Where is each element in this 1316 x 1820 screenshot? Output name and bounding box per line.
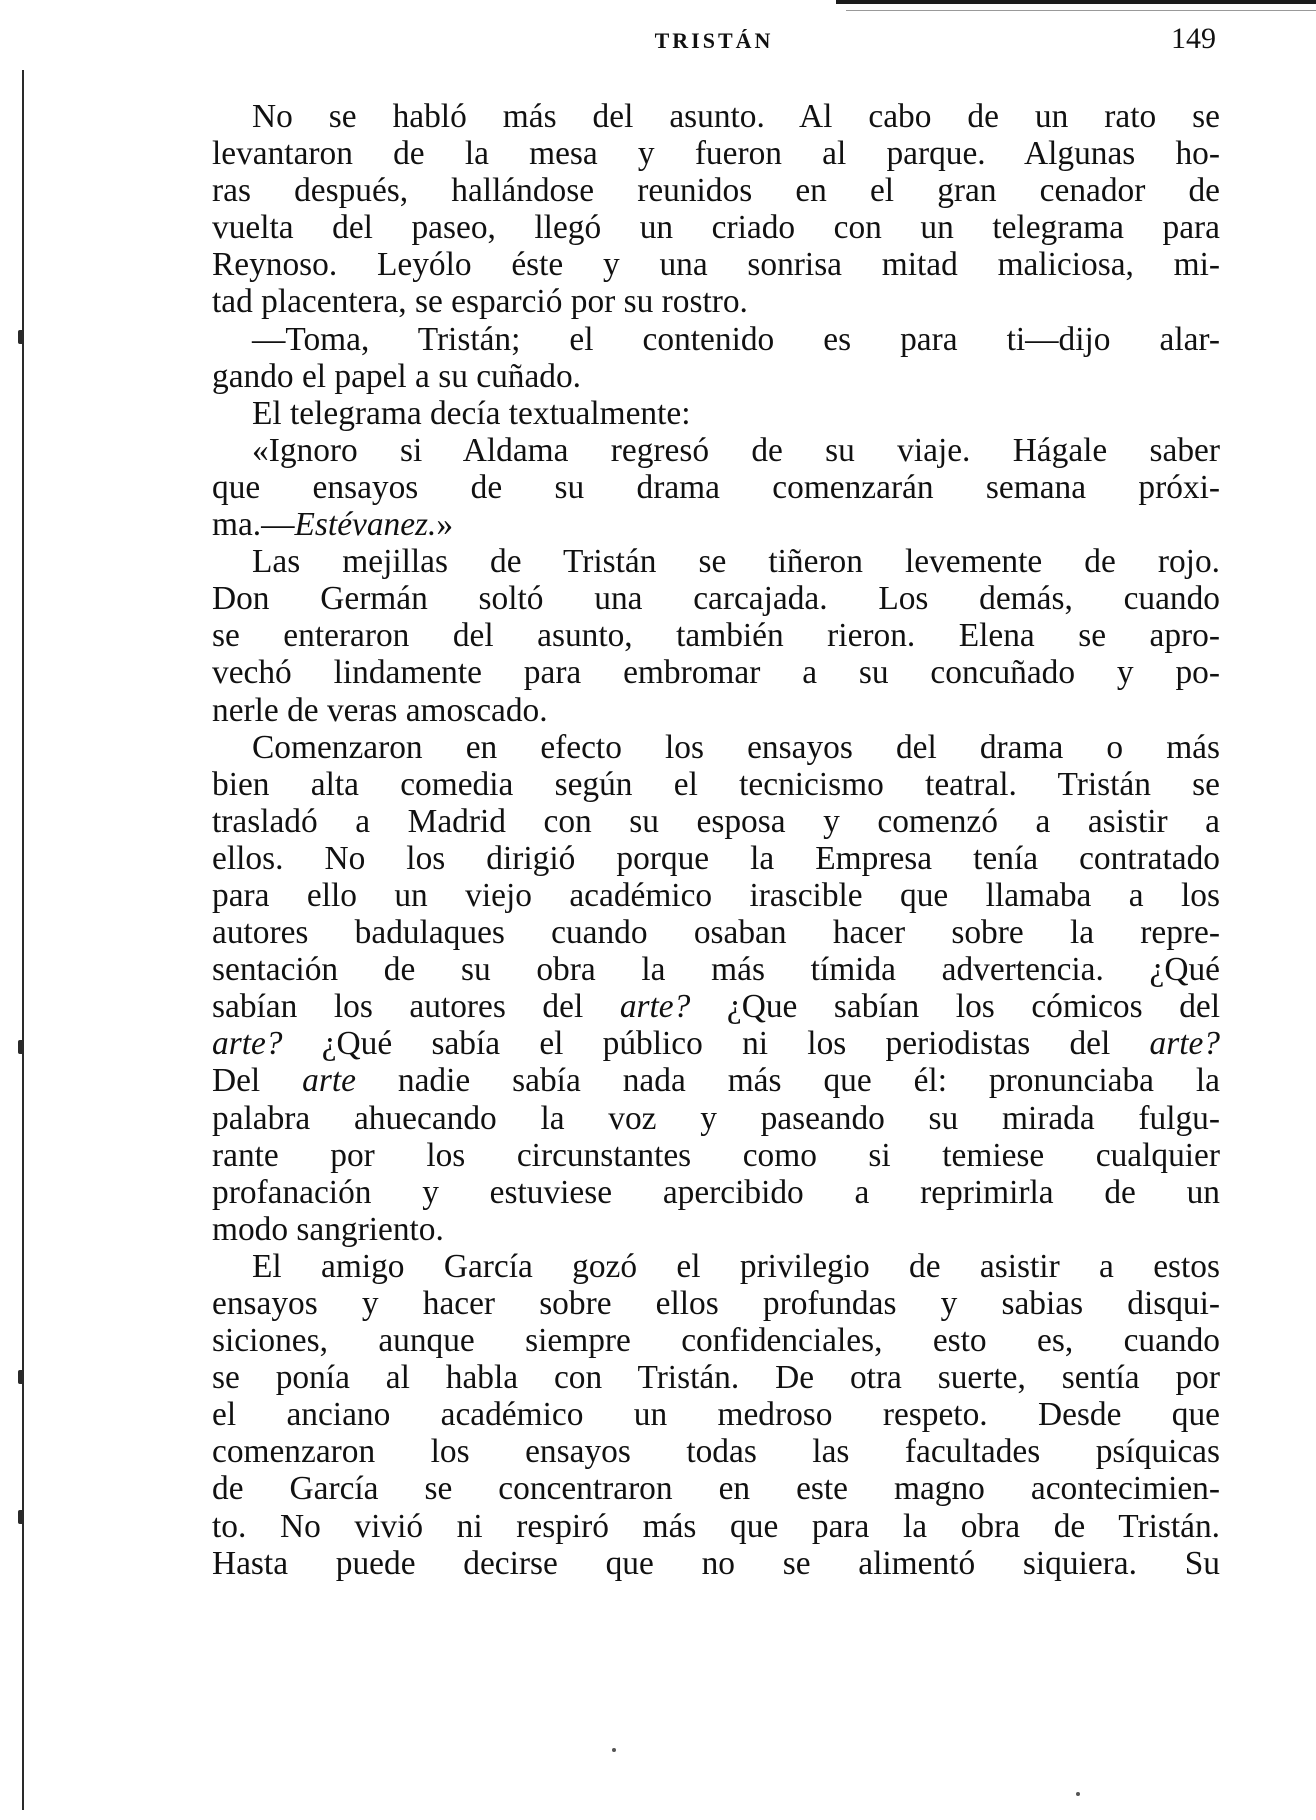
page-number: 149 (1171, 22, 1216, 55)
text-line (212, 1100, 1220, 1137)
text-segment: Don Germán soltó una carcajada. Los demás, cuando (212, 580, 1220, 618)
scan-speck (1076, 1792, 1080, 1796)
body-text (212, 98, 1220, 1582)
text-segment: palabra ahuecando la voz y paseando su mirada fulgu- (212, 1099, 1220, 1137)
text-line (212, 1396, 1220, 1433)
text-segment: que ensayos de su drama comenzarán semana próxi- (212, 468, 1220, 506)
text-line (212, 209, 1220, 246)
text-segment: sabían los autores del (212, 988, 620, 1026)
scan-mark (18, 330, 24, 344)
text-line (212, 1470, 1220, 1507)
scan-mark (18, 1370, 24, 1384)
text-line (212, 246, 1220, 283)
text-line (212, 135, 1220, 172)
text-line (212, 432, 1220, 469)
text-line (212, 1285, 1220, 1322)
text-line (212, 617, 1220, 654)
text-segment: nerle de veras amoscado. (212, 691, 548, 729)
text-segment: el anciano académico un medroso respeto. Desde que (212, 1396, 1220, 1434)
text-segment: sentación de su obra la más tímida advertencia. ¿Qué (212, 951, 1220, 989)
text-line (212, 1248, 1220, 1285)
text-segment: se ponía al habla con Tristán. De otra suerte, sentía por (212, 1359, 1220, 1397)
text-line (212, 283, 1220, 320)
text-segment: El telegrama decía textualmente: (252, 394, 691, 432)
text-line (212, 172, 1220, 209)
text-segment: «Ignoro si Aldama regresó de su viaje. Hágale saber (252, 431, 1220, 469)
text-line (212, 1545, 1220, 1582)
text-line (212, 1025, 1220, 1062)
italic-text: arte? (619, 988, 691, 1026)
text-segment: Reynoso. Leyólo éste y una sonrisa mitad maliciosa, mi- (212, 246, 1220, 284)
text-segment: para ello un viejo académico irascible que llamaba a los (212, 876, 1220, 914)
text-line (212, 951, 1220, 988)
text-line (212, 321, 1220, 358)
text-line (212, 1433, 1220, 1470)
text-segment: ¿Qué sabía el público ni los periodistas del (282, 1025, 1150, 1063)
text-segment: vechó lindamente para embromar a su concuñado y po- (212, 654, 1220, 692)
text-segment: siciones, aunque siempre confidenciales, esto es, cuando (212, 1322, 1220, 1360)
text-line (212, 506, 1220, 543)
scan-mark (18, 1040, 24, 1054)
text-segment: to. No vivió ni respiró más que para la obra de Tristán. (212, 1507, 1220, 1545)
scan-top-edge (836, 0, 1316, 4)
text-line (212, 1508, 1220, 1545)
text-segment: profanación y estuviese apercibido a reprimirla de un (212, 1173, 1220, 1211)
scan-speck (612, 1748, 616, 1752)
text-line (212, 469, 1220, 506)
text-segment: de García se concentraron en este magno acontecimien- (212, 1470, 1220, 1508)
text-segment: modo sangriento. (212, 1210, 444, 1248)
text-segment: No se habló más del asunto. Al cabo de un rato se (252, 98, 1220, 135)
text-segment: comenzaron los ensayos todas las facultades psíquicas (212, 1433, 1220, 1471)
text-line (212, 1359, 1220, 1396)
text-segment: gando el papel a su cuñado. (212, 357, 582, 395)
text-segment: bien alta comedia según el tecnicismo teatral. Tristán se (212, 765, 1220, 803)
italic-text: Estévanez. (294, 506, 437, 544)
text-segment: ellos. No los dirigió porque la Empresa tenía contratado (212, 839, 1220, 877)
text-segment: Del (212, 1062, 303, 1100)
text-line (212, 654, 1220, 691)
text-line (212, 877, 1220, 914)
running-head (212, 22, 1216, 66)
italic-text: arte? (1149, 1025, 1220, 1063)
text-line (212, 98, 1220, 135)
italic-text: arte? (212, 1025, 283, 1063)
text-segment: ras después, hallándose reunidos en el gran cenador de (212, 172, 1220, 210)
text-segment: ensayos y hacer sobre ellos profundas y sabias disqui- (212, 1285, 1220, 1322)
text-segment: ¿Que sabían los cómicos del (690, 988, 1220, 1026)
text-line (212, 803, 1220, 840)
text-segment: » (436, 506, 454, 544)
scan-top-edge-thin (846, 10, 1316, 11)
text-segment: autores badulaques cuando osaban hacer sobre la repre- (212, 914, 1220, 952)
text-line (212, 692, 1220, 729)
text-line (212, 1062, 1220, 1099)
text-line (212, 1137, 1220, 1174)
text-line (212, 358, 1220, 395)
text-segment: Hasta puede decirse que no se alimentó siquiera. Su (212, 1544, 1220, 1582)
text-segment: tad placentera, se esparció por su rostro. (212, 283, 748, 321)
scan-mark (18, 1510, 24, 1524)
text-segment: Las mejillas de Tristán se tiñeron levemente de rojo. (252, 543, 1220, 581)
text-segment: levantaron de la mesa y fueron al parque. Algunas ho- (212, 135, 1220, 173)
text-segment: Comenzaron en efecto los ensayos del drama o más (252, 728, 1220, 766)
text-segment: vuelta del paseo, llegó un criado con un telegrama para (212, 209, 1220, 247)
text-segment: nadie sabía nada más que él: pronunciaba la (355, 1062, 1220, 1100)
text-line (212, 1174, 1220, 1211)
text-line (212, 766, 1220, 803)
text-line (212, 395, 1220, 432)
text-segment: trasladó a Madrid con su esposa y comenzó a asistir a (212, 802, 1220, 840)
text-line (212, 1322, 1220, 1359)
text-line (212, 988, 1220, 1025)
text-line (212, 1211, 1220, 1248)
text-line (212, 840, 1220, 877)
text-segment: se enteraron del asunto, también rieron. Elena se apro- (212, 617, 1220, 655)
text-segment: ma.— (212, 506, 295, 544)
text-segment: rante por los circunstantes como si temiese cualquier (212, 1136, 1220, 1174)
text-line (212, 914, 1220, 951)
text-line (212, 580, 1220, 617)
running-title: TRISTÁN (654, 28, 774, 53)
italic-text: arte (302, 1062, 356, 1100)
text-segment: —Toma, Tristán; el contenido es para ti—dijo alar- (252, 320, 1220, 358)
text-segment: El amigo García gozó el privilegio de asistir a estos (252, 1247, 1220, 1285)
text-line (212, 729, 1220, 766)
text-line (212, 543, 1220, 580)
